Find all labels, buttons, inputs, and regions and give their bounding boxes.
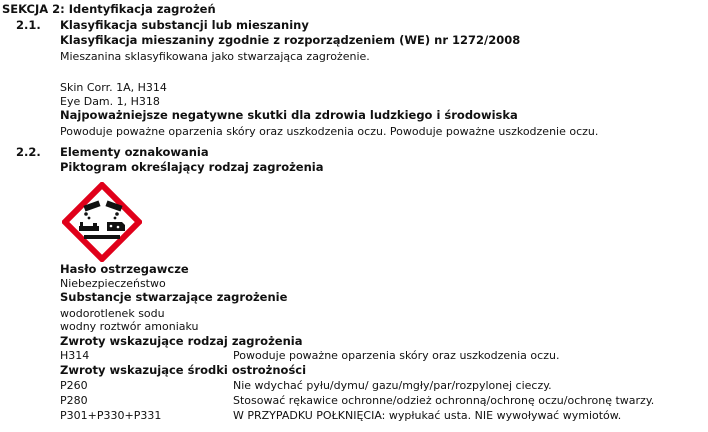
hazard-statements-heading: Zwroty wskazujące rodzaj zagrożenia — [60, 334, 303, 348]
precaution-statements-heading: Zwroty wskazujące środki ostrożności — [60, 363, 307, 377]
hazard-class: Skin Corr. 1A, H314 — [60, 81, 167, 94]
pictogram-heading: Piktogram określający rodzaj zagrożenia — [60, 160, 324, 174]
precaution-statement-text: W PRZYPADKU POŁKNIĘCIA: wypłukać usta. NIE wywoływać wymiotów. — [233, 409, 622, 422]
substances-heading: Substancje stwarzające zagrożenie — [60, 290, 288, 304]
precaution-statement-code: P301+P330+P331 — [60, 409, 162, 422]
classification-subheading: Klasyfikacja mieszaniny zgodnie z rozporządzeniem (WE) nr 1272/2008 — [60, 33, 521, 47]
classified-text: Mieszanina sklasyfikowana jako stwarzająca zagrożenie. — [60, 50, 370, 63]
corrosion-ghs05-icon — [62, 182, 142, 262]
effects-text: Powoduje poważne oparzenia skóry oraz uszkodzenia oczu. Powoduje poważne uszkodzenie oczu. — [60, 125, 599, 138]
effects-heading: Najpoważniejsze negatywne skutki dla zdrowia ludzkiego i środowiska — [60, 108, 518, 122]
section-2-1-number: 2.1. — [16, 18, 41, 32]
precaution-statement-text: Stosować rękawice ochronne/odzież ochronną/ochronę oczu/ochronę twarzy. — [233, 394, 655, 407]
hazard-class: Eye Dam. 1, H318 — [60, 95, 160, 108]
signal-word: Niebezpieczeństwo — [60, 277, 166, 290]
substance-item: wodorotlenek sodu — [60, 307, 165, 320]
precaution-statement-code: P260 — [60, 379, 88, 392]
section-2-1-heading: Klasyfikacja substancji lub mieszaniny — [60, 18, 309, 32]
section-title: SEKCJA 2: Identyfikacja zagrożeń — [2, 2, 216, 16]
precaution-statement-code: P280 — [60, 394, 88, 407]
substance-item: wodny roztwór amoniaku — [60, 320, 199, 333]
precaution-statement-text: Nie wdychać pyłu/dymu/ gazu/mgły/par/rozpylonej cieczy. — [233, 379, 552, 392]
section-2-2-heading: Elementy oznakowania — [60, 145, 209, 159]
section-2-2-number: 2.2. — [16, 145, 41, 159]
signal-word-heading: Hasło ostrzegawcze — [60, 262, 189, 276]
hazard-statement-code: H314 — [60, 349, 90, 362]
hazard-statement-text: Powoduje poważne oparzenia skóry oraz uszkodzenia oczu. — [233, 349, 560, 362]
